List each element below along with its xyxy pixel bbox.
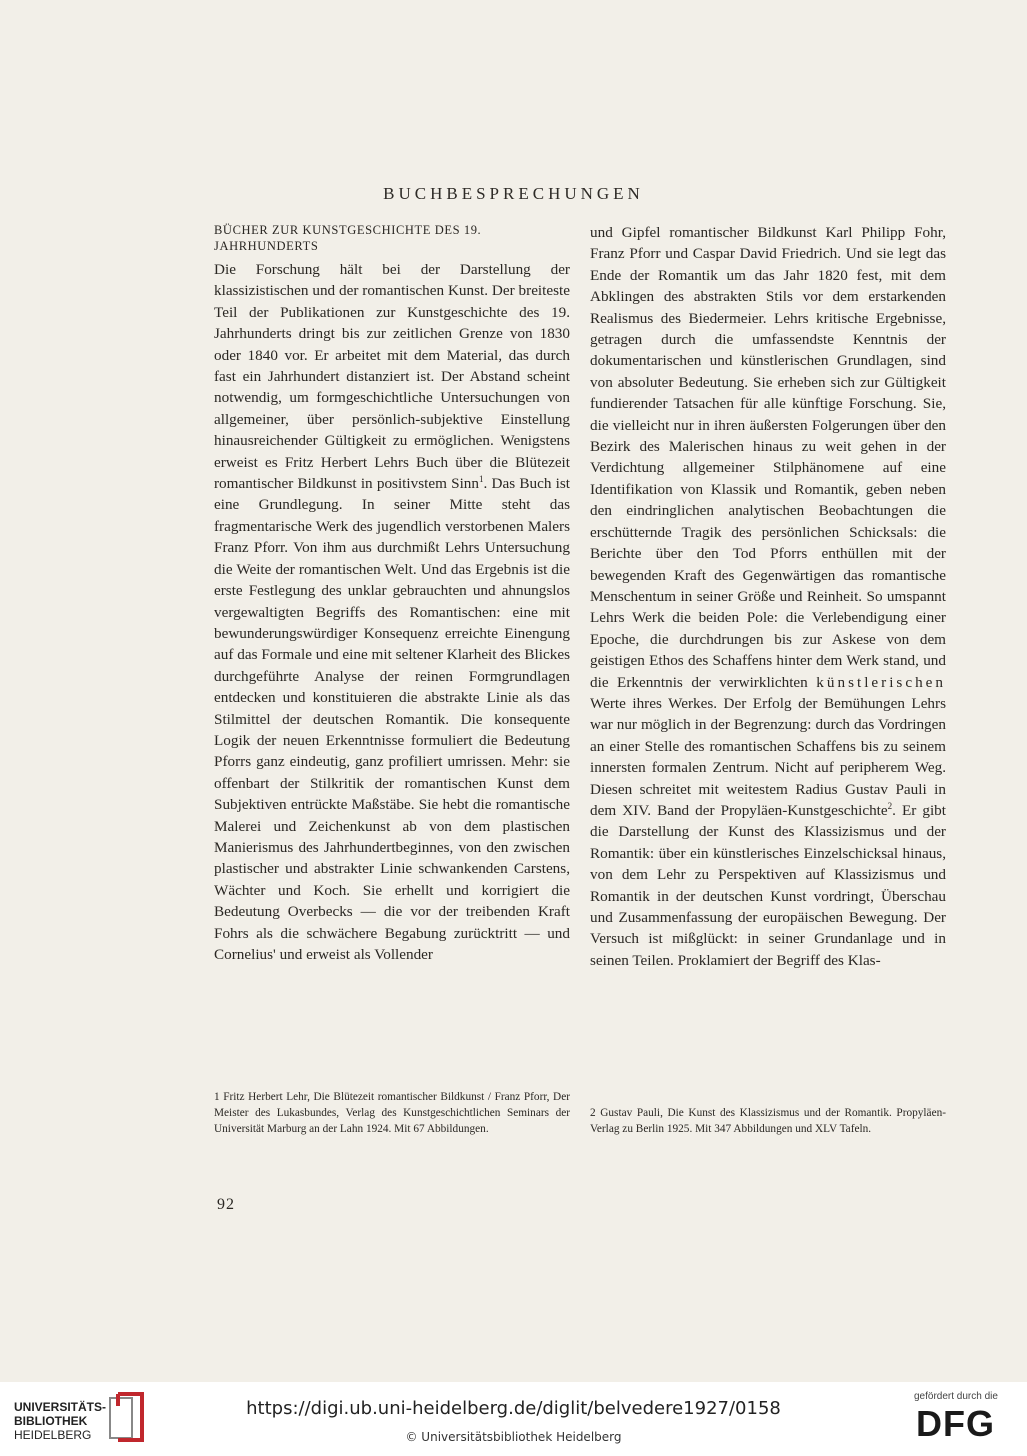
right-column (590, 222, 946, 971)
dfg-logo: DFG (916, 1403, 995, 1444)
right-column-text (590, 222, 946, 971)
footnote-2: 2 Gustav Pauli, Die Kunst des Klassizismus und der Romantik. Propyläen-Verlag zu Berlin 1925. Mit 347 Abbildungen und XLV Tafeln. (590, 1107, 946, 1135)
left-text-part-b: . Das Buch ist eine Grundlegung. In seiner Mitte steht das fragmentarische Werk des jugendlich verstorbenen Malers Franz Pforr. Von ihm aus durchmißt Lehrs Untersuchung die Weite der romantischen Welt. Und das Ergebnis ist die erste Festlegung des unklar gebrauchten und ahnungslos vergewaltigten Begriffs des Romantischen: eine mit bewunderungswürdiger Konsequenz erreichte Einengung auf das Formale und eine mit seltener Klarheit des Blickes durchgeführte Analyse der reinen Formgrundlagen entdecken und konstituieren die abstrakte Linie als das Stilmittel der deutschen Romantik. Die konsequente Logik der neuen Erkenntnisse formuliert die Bedeutung Pforrs ganz eindeutig, ganz profiliert umrissen. Mehr: sie offenbart der Stilkritik der romantischen Kunst dem Subjektiven entrückte Maßstäbe. Sie hebt die romantische Malerei und Zeichenkunst ab von dem plastischen Manierismus des Jahrhundertbeginnes, von den zwischen plastischer und abstrakter Linie schwankenden Carstens, Wächter und Koch. Sie erhellt und korrigiert die Bedeutung Overbecks — die vor der treibenden Kraft Fohrs als die schwächere Begabung zurücktritt — und Cornelius' und erweist als Vollender (214, 475, 570, 963)
page-number: 92 (217, 1196, 235, 1213)
logo-line-3: HEIDELBERG (14, 1428, 92, 1442)
footnote-ref-2: 2 (887, 800, 893, 811)
right-text-part-a: und Gipfel romantischer Bildkunst Karl Philipp Fohr, Franz Pforr und Caspar David Friedrich. Und sie legt das Ende der Romantik um das Jahr 1820 fest, mit dem Abklingen des abstrakten Stils vor dem erstarkenden Realismus des Biedermeier. Lehrs kritische Ergebnisse, getragen durch die umfassendste Kenntnis der dokumentarischen und künstlerischen Grundlagen, sind von absoluter Bedeutung. Sie erheben sich zur Gültigkeit fundierender Tatsachen für alle künftige Forschung. Sie, die vielleicht nur in ihren äußersten Folgerungen über den Bezirk des Malerischen hinaus zu weit gehen in der Verdichtung allgemeiner Stilphänomene auf eine Identifikation von Klassik und Romantik, geben neben den eindringlichen analytischen Beobachtungen die erschütternde Tragik des persönlichen Schicksals: die Berichte über den Tod Pforrs enthüllen mit der bewegenden Kraft des Gegenwärtigen das romantische Menschentum in seiner Größe und Reinheit. So umspannt Lehrs Werk die beiden Pole: die Verlebendigung einer Epoche, die durchdrungen bis zur Askese von dem geistigen Ethos des Schaffens hinter dem Werk stand, und die Erkenntnis der verwirklichten (590, 224, 946, 691)
copyright-notice: © Universitätsbibliothek Heidelberg (405, 1430, 622, 1444)
right-text-part-c: . Er gibt die Darstellung der Kunst des Klassizismus und der Romantik: über ein künstlerisches Einzelschicksal hinaus, von dem Lehr zu Perspektiven auf Klassizismus und Romantik in der deutschen Kunst vordringt, Überschau und Zusammenfassung der europäischen Bewegung. Der Versuch ist mißglückt: in seiner Grundanlage und in seinen Teilen. Proklamiert der Begriff des Klas- (590, 801, 946, 969)
footnote-ref-1: 1 (478, 474, 484, 484)
left-column (214, 222, 570, 965)
logo-line-1: UNIVERSITÄTS- (14, 1400, 107, 1414)
logo-line-2: BIBLIOTHEK (14, 1414, 88, 1428)
footnote-1: 1 Fritz Herbert Lehr, Die Blütezeit romantischer Bildkunst / Franz Pforr, Der Meister des Lukasbundes, Verlag des Kunstgeschichtlichen Seminars der Universität Marburg an der Lahn 1924. Mit 67 Abbildungen. (214, 1091, 570, 1135)
spaced-word: künstlerischen (816, 673, 947, 691)
left-column-text (214, 259, 570, 965)
funded-by-text: gefördert durch die (914, 1391, 998, 1402)
page-header: BUCHBESPRECHUNGEN (383, 184, 644, 203)
permalink-url[interactable]: https://digi.ub.uni-heidelberg.de/diglit/belvedere1927/0158 (246, 1398, 781, 1419)
footer-bar (0, 1382, 1027, 1456)
left-text-part-a: Die Forschung hält bei der Darstellung der klassizistischen und der romantischen Kunst. Der breiteste Teil der Publikationen zur Kunstgeschichte des 19. Jahrhunderts dringt bis zur zeitlichen Grenze von 1830 oder 1840 vor. Er arbeitet mit dem Material, das durch fast ein Jahrhundert distanziert ist. Der Abstand scheint notwendig, um formgeschichtliche Untersuchungen von allgemeiner, über persönlich-subjektive Einstellung hinausreichender Gültigkeit zu ermöglichen. Wenigstens erweist es Fritz Herbert Lehrs Buch über die Blütezeit romantischer Bildkunst in positivstem Sinn (214, 261, 570, 493)
article-heading: BÜCHER ZUR KUNSTGESCHICHTE DES 19. JAHRHUNDERTS (214, 223, 482, 253)
right-text-part-b: Werte ihres Werkes. Der Erfolg der Bemühungen Lehrs war nur möglich in der Begrenzung: durch das Vordringen an einer Stelle des romantischen Schaffens bis zu seinem innersten formalen Zentrum. Nicht auf peripherem Weg. Diesen schreitet mit weitestem Radius Gustav Pauli in dem XIV. Band der Propyläen-Kunstgeschichte (590, 694, 946, 819)
